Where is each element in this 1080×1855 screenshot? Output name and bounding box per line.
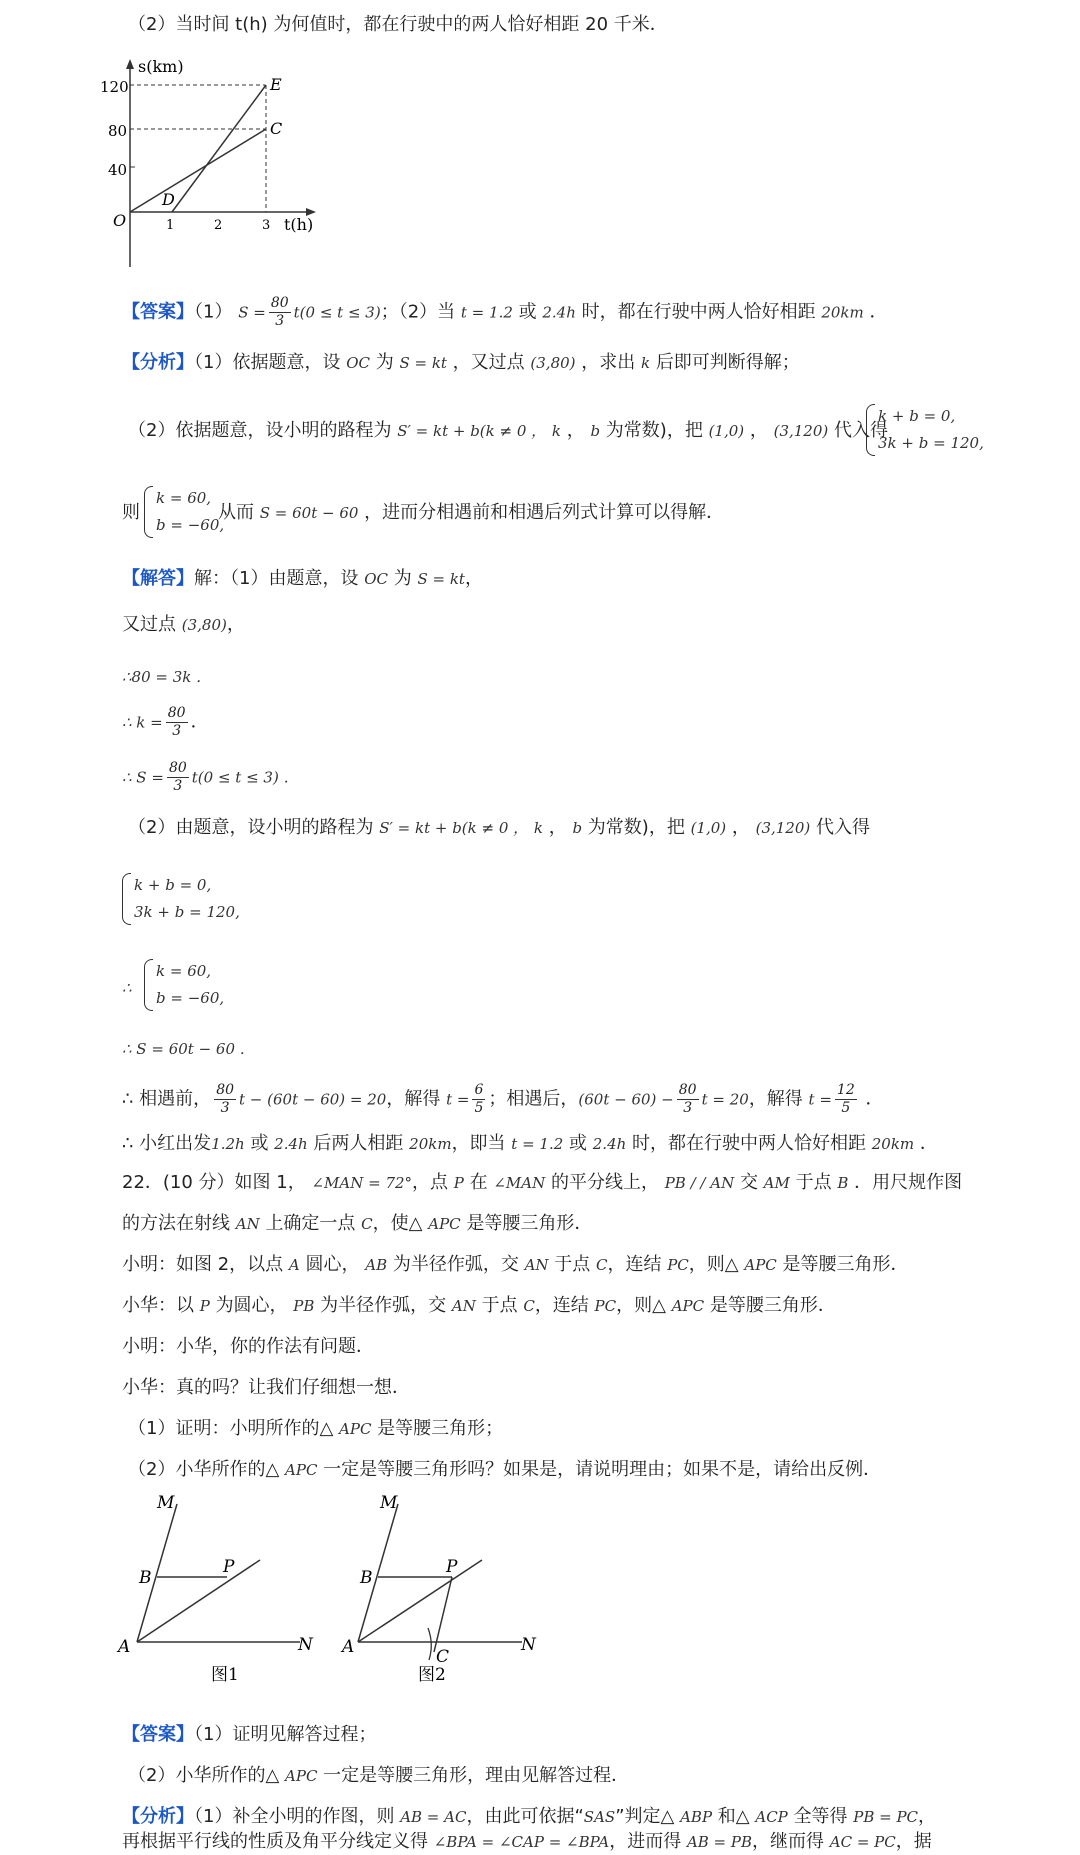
q22-line7: （1）证明：小明所作的△ APC 是等腰三角形； <box>128 1418 504 1439</box>
system-brace <box>144 959 153 1011</box>
bisector-AP <box>137 1560 260 1642</box>
q22-line2: 的方法在射线 AN 上确定一点 C，使△ APC 是等腰三角形． <box>122 1213 593 1234</box>
label-M: M <box>380 1493 398 1513</box>
label-B: B <box>360 1568 373 1588</box>
line-DE <box>172 85 266 212</box>
segment-PC <box>434 1577 452 1652</box>
solution-line1: 【解答】解：（1）由题意，设 OC 为 S = kt， <box>122 568 483 589</box>
figure-1 <box>115 1490 325 1685</box>
y-tick-80: 80 <box>108 122 128 140</box>
q22-line5: 小明：小华，你的作法有问题． <box>122 1336 374 1357</box>
q22-line1: 22．(10 分）如图 1， ∠MAN = 72°，点 P 在 ∠MAN 的平分线上， PB / / AN 交 AM 于点 B ．用尺规作图 <box>122 1172 963 1193</box>
solution-line3: ∴80 = 3k ． <box>122 668 212 686</box>
line-OC <box>130 129 266 212</box>
analysis1-line: 【分析】（1）依据题意，设 OC 为 S = kt ，又过点 (3,80) ，求出 k 后即可判断得解； <box>122 352 800 373</box>
solution-line8: ∴ 相遇前， $\frac{80}{3}$ t − (60t − 60) = 20，解得 t = $\frac{6}{5}$ ；相遇后，(60t − 60) − $\frac{80}{3}$ t = 20，解得 t = $\frac{12}{5}$ ． <box>122 1082 884 1116</box>
analysis4-line2: 再根据平行线的性质及角平分线定义得 ∠BPA = ∠CAP = ∠BPA，进而得 AB = PB，继而得 AC = PC，据 <box>122 1831 932 1852</box>
point-E-label: E <box>270 75 282 94</box>
analysis4-line1: 【分析】（1）补全小明的作图，则 AB = AC，由此可依据“SAS”判定△ ABP 和△ ACP 全等得 PB = PC， <box>122 1806 937 1827</box>
question-part2: （2）当时间 t(h) 为何值时，都在行驶中的两人恰好相距 20 千米． <box>128 14 668 35</box>
bisector-AP <box>358 1560 482 1642</box>
label-N: N <box>521 1635 536 1655</box>
analysis3-text: 从而 S = 60t − 60 ，进而分相遇前和相遇后列式计算可以得解． <box>218 502 725 523</box>
solution-therefore: ∴ <box>122 979 132 997</box>
q22-line3: 小明：如图 2，以点 A 圆心， AB 为半径作弧，交 AN 于点 C，连结 PC，则△ APC 是等腰三角形． <box>122 1254 909 1275</box>
point-D-label: D <box>162 190 175 209</box>
analysis3-then: 则 <box>122 502 140 523</box>
x-tick-3: 3 <box>262 218 271 233</box>
label-A: A <box>342 1637 355 1657</box>
x-tick-1: 1 <box>166 218 175 233</box>
solution-system-b: k = 60, b = −60, <box>144 958 224 1012</box>
label-A: A <box>118 1637 131 1657</box>
solution-line6: （2）由题意，设小明的路程为 S′ = kt + b(k ≠ 0 ， k ， b 为常数)，把 (1,0) ， (3,120) 代入得 <box>128 817 870 838</box>
label-P: P <box>223 1557 235 1577</box>
q22-line6: 小华：真的吗？让我们仔细想一想． <box>122 1377 410 1398</box>
y-tick-120: 120 <box>100 78 129 96</box>
answer2-line1: 【答案】（1）证明见解答过程； <box>122 1724 377 1745</box>
y-axis-label: s(km) <box>138 57 184 76</box>
solution-line2: 又过点 (3,80)， <box>122 614 245 635</box>
label-P: P <box>446 1557 458 1577</box>
analysis3-system: k = 60, b = −60, <box>144 485 224 539</box>
system-brace <box>144 486 153 538</box>
distance-time-graph <box>100 55 370 280</box>
origin-label: O <box>113 211 127 230</box>
q22-line8: （2）小华所作的△ APC 一定是等腰三角形吗？如果是，请说明理由；如果不是，请给出反例． <box>128 1459 882 1480</box>
figure-2-caption: 图2 <box>418 1665 446 1685</box>
y-axis-arrow <box>126 59 134 69</box>
analysis2-line: （2）依据题意，设小明的路程为 S′ = kt + b(k ≠ 0 ， k ， b 为常数)，把 (1,0) ， (3,120) 代入得 <box>128 420 888 441</box>
solution-line9: ∴ 小红出发1.2h 或 2.4h 后两人相距 20km，即当 t = 1.2 或 2.4h 时，都在行驶中两人恰好相距 20km ． <box>122 1133 938 1154</box>
q22-line4: 小华：以 P 为圆心， PB 为半径作弧，交 AN 于点 C，连结 PC，则△ APC 是等腰三角形． <box>122 1295 836 1316</box>
answer1-line: 【答案】（1） S = $\frac{80}{3}$ t(0 ≤ t ≤ 3)；（2）当 t = 1.2 或 2.4h 时，都在行驶中两人恰好相距 20km ． <box>122 295 888 329</box>
analysis2-system: k + b = 0, 3k + b = 120, <box>866 403 984 457</box>
solution-system-a: k + b = 0, 3k + b = 120, <box>122 872 240 926</box>
system-brace <box>122 873 131 925</box>
y-tick-40: 40 <box>108 161 128 179</box>
label-C: C <box>436 1647 450 1667</box>
x-tick-2: 2 <box>214 218 223 233</box>
compass-arc <box>428 1628 431 1660</box>
system-brace <box>866 404 875 456</box>
label-B: B <box>139 1568 152 1588</box>
solution-line4: ∴ k = $\frac{80}{3}$ ． <box>122 705 209 739</box>
point-C-label: C <box>270 119 283 138</box>
label-N: N <box>298 1635 313 1655</box>
answer2-line2: （2）小华所作的△ APC 一定是等腰三角形，理由见解答过程． <box>128 1765 630 1786</box>
solution-line7: ∴ S = 60t − 60 ． <box>122 1040 255 1058</box>
x-axis-label: t(h) <box>284 215 314 234</box>
solution-line5: ∴ S = $\frac{80}{3}$ t(0 ≤ t ≤ 3) ． <box>122 760 299 794</box>
figure-2 <box>330 1490 550 1685</box>
label-M: M <box>157 1493 175 1513</box>
figure-1-caption: 图1 <box>211 1665 239 1685</box>
